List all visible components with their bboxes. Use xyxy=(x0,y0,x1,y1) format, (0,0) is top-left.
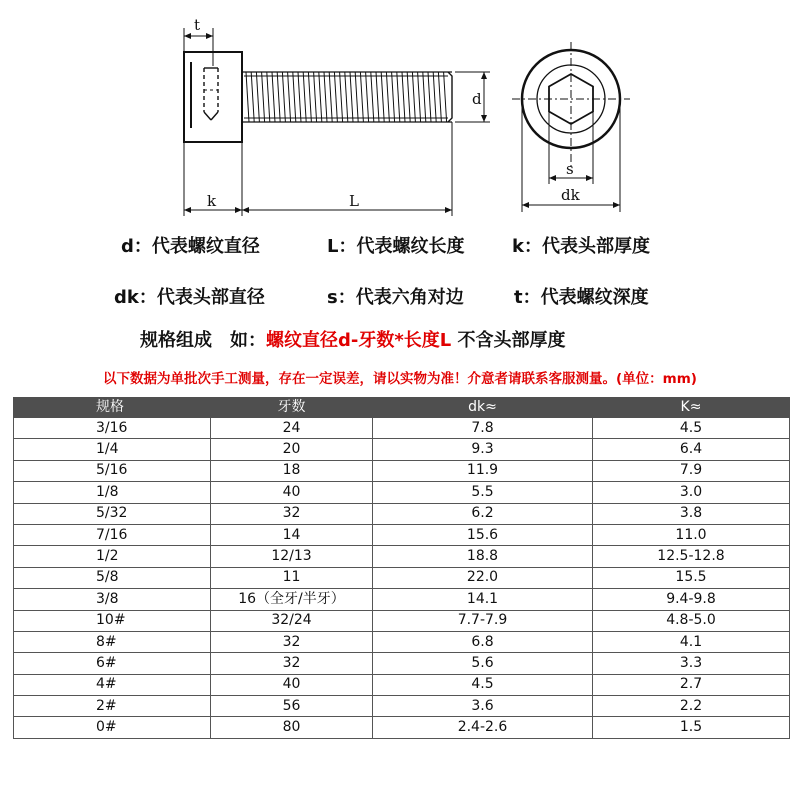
cell-dk: 5.5 xyxy=(373,482,593,503)
cell-k: 4.8-5.0 xyxy=(593,610,790,631)
table-header-row xyxy=(14,398,790,418)
table-row xyxy=(14,482,790,503)
cell-dk: 18.8 xyxy=(373,546,593,567)
cell-threads: 20 xyxy=(211,439,373,460)
table-row xyxy=(14,546,790,567)
label-s: s xyxy=(566,160,574,178)
table-row xyxy=(14,460,790,481)
label-t: t xyxy=(194,16,201,34)
table-row xyxy=(14,418,790,439)
cell-k: 3.3 xyxy=(593,653,790,674)
cell-spec: 5/8 xyxy=(14,567,211,588)
spec-table xyxy=(13,397,790,739)
cell-threads: 32 xyxy=(211,653,373,674)
table-row xyxy=(14,674,790,695)
cell-k: 7.9 xyxy=(593,460,790,481)
cell-spec: 0# xyxy=(14,717,211,738)
table-row xyxy=(14,653,790,674)
cell-k: 3.8 xyxy=(593,503,790,524)
cell-dk: 7.7-7.9 xyxy=(373,610,593,631)
cell-threads: 80 xyxy=(211,717,373,738)
cell-spec: 7/16 xyxy=(14,524,211,545)
cell-dk: 2.4-2.6 xyxy=(373,717,593,738)
cell-spec: 4# xyxy=(14,674,211,695)
label-L: L xyxy=(349,192,359,210)
cell-spec: 1/8 xyxy=(14,482,211,503)
cell-spec: 6# xyxy=(14,653,211,674)
table-row xyxy=(14,610,790,631)
cell-k: 6.4 xyxy=(593,439,790,460)
table-row xyxy=(14,717,790,738)
measurement-notice: 以下数据为单批次手工测量，存在一定误差，请以实物为准！介意者请联系客服测量。(单位：mm) xyxy=(103,371,697,387)
cell-dk: 14.1 xyxy=(373,589,593,610)
cell-threads: 32/24 xyxy=(211,610,373,631)
cell-threads: 40 xyxy=(211,482,373,503)
cell-k: 11.0 xyxy=(593,524,790,545)
cell-threads: 24 xyxy=(211,418,373,439)
cell-k: 12.5-12.8 xyxy=(593,546,790,567)
cell-dk: 7.8 xyxy=(373,418,593,439)
cell-dk: 4.5 xyxy=(373,674,593,695)
cell-k: 2.7 xyxy=(593,674,790,695)
legend-dk: dk：代表头部直径 xyxy=(114,287,265,308)
cell-threads: 18 xyxy=(211,460,373,481)
cell-spec: 8# xyxy=(14,631,211,652)
cell-spec: 10# xyxy=(14,610,211,631)
table-row xyxy=(14,631,790,652)
label-k: k xyxy=(207,192,217,210)
header-k: K≈ xyxy=(593,398,790,418)
cell-k: 3.0 xyxy=(593,482,790,503)
cell-spec: 2# xyxy=(14,696,211,717)
cell-dk: 6.2 xyxy=(373,503,593,524)
cell-dk: 11.9 xyxy=(373,460,593,481)
spec-format-line xyxy=(140,326,566,352)
legend-k: k：代表头部厚度 xyxy=(512,236,650,257)
cell-dk: 15.6 xyxy=(373,524,593,545)
cell-spec: 1/4 xyxy=(14,439,211,460)
cell-spec: 3/16 xyxy=(14,418,211,439)
cell-k: 4.1 xyxy=(593,631,790,652)
spec-format-prefix: 规格组成 如： xyxy=(140,330,266,351)
table-row xyxy=(14,696,790,717)
cell-k: 15.5 xyxy=(593,567,790,588)
cell-dk: 22.0 xyxy=(373,567,593,588)
cell-threads: 32 xyxy=(211,503,373,524)
screw-side-view xyxy=(184,52,452,142)
cell-k: 2.2 xyxy=(593,696,790,717)
cell-k: 9.4-9.8 xyxy=(593,589,790,610)
spec-format-suffix: 不含头部厚度 xyxy=(451,330,566,351)
cell-k: 4.5 xyxy=(593,418,790,439)
table-row xyxy=(14,567,790,588)
cell-dk: 9.3 xyxy=(373,439,593,460)
cell-dk: 6.8 xyxy=(373,631,593,652)
legend-L: L：代表螺纹长度 xyxy=(327,236,465,257)
cell-threads: 12/13 xyxy=(211,546,373,567)
table-row xyxy=(14,503,790,524)
screw-dimension-diagram xyxy=(0,0,800,222)
cell-dk: 5.6 xyxy=(373,653,593,674)
cell-threads: 11 xyxy=(211,567,373,588)
table-row xyxy=(14,524,790,545)
cell-spec: 5/32 xyxy=(14,503,211,524)
cell-threads: 32 xyxy=(211,631,373,652)
header-threads: 牙数 xyxy=(211,398,373,418)
cell-spec: 3/8 xyxy=(14,589,211,610)
spec-format-formula: 螺纹直径d-牙数*长度L xyxy=(266,330,452,351)
cell-threads: 14 xyxy=(211,524,373,545)
cell-k: 1.5 xyxy=(593,717,790,738)
legend-d: d：代表螺纹直径 xyxy=(121,236,260,257)
label-dk: dk xyxy=(561,186,580,204)
legend-t: t：代表螺纹深度 xyxy=(514,287,649,308)
screw-shank xyxy=(242,72,452,122)
table-row xyxy=(14,589,790,610)
cell-threads: 56 xyxy=(211,696,373,717)
cell-spec: 1/2 xyxy=(14,546,211,567)
dimension-d xyxy=(455,72,490,122)
table-row xyxy=(14,439,790,460)
cell-threads: 40 xyxy=(211,674,373,695)
legend-s: s：代表六角对边 xyxy=(327,287,464,308)
cell-threads: 16（全牙/半牙） xyxy=(211,589,373,610)
header-spec: 规格 xyxy=(14,398,211,418)
screw-top-view xyxy=(512,42,630,168)
cell-dk: 3.6 xyxy=(373,696,593,717)
header-dk: dk≈ xyxy=(373,398,593,418)
cell-spec: 5/16 xyxy=(14,460,211,481)
label-d: d xyxy=(472,90,482,108)
